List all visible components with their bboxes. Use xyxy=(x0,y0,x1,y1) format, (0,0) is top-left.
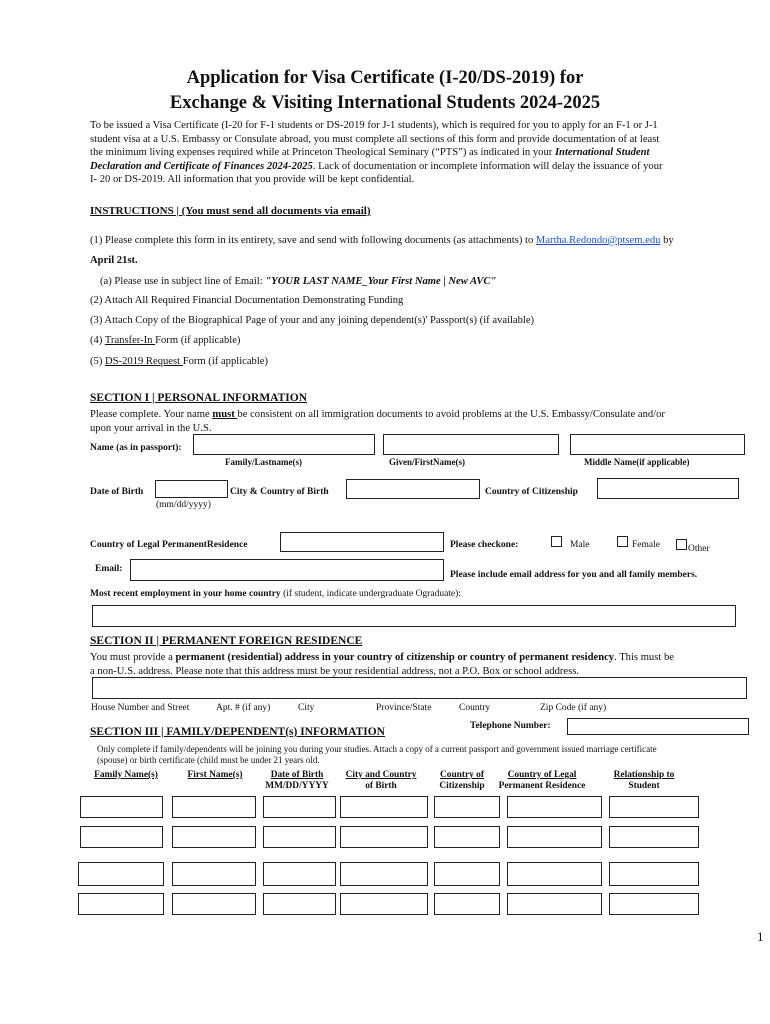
section2-note: You must provide a permanent (residential) address in your country of citizenship or country of permanent residency. This must be a non-U.S. address. Please note that this address must be your residential address, not a P.O. Box or school address. xyxy=(90,652,674,677)
transfer-in-form-link[interactable]: Transfer-In xyxy=(104,335,156,346)
male-checkbox[interactable] xyxy=(551,536,562,547)
dependent-citizenship-field[interactable] xyxy=(434,893,500,915)
col-dob: Date of Birth MM/DD/YYYY xyxy=(265,770,329,791)
instruction-item-4: (4) Transfer-In Form (if applicable) xyxy=(90,335,241,346)
citizenship-label: Country of Citizenship xyxy=(485,487,578,497)
dob-label: Date of Birth xyxy=(90,487,144,497)
checkone-label: Please checkone: xyxy=(450,540,519,550)
section2-heading: SECTION II | PERMANENT FOREIGN RESIDENCE xyxy=(90,635,363,647)
dob-field[interactable] xyxy=(155,480,228,498)
email-field[interactable] xyxy=(130,559,444,581)
dependent-family-name-field[interactable] xyxy=(80,826,163,848)
middle-name-field[interactable] xyxy=(570,434,745,455)
male-label: Male xyxy=(570,540,590,550)
section1-heading: SECTION I | PERSONAL INFORMATION xyxy=(90,392,308,404)
dependent-first-name-field[interactable] xyxy=(172,826,256,848)
province-caption: Province/State xyxy=(376,703,432,713)
family-name-caption: Family/Lastname(s) xyxy=(225,457,302,467)
ds2019-request-form-link[interactable]: DS-2019 Request xyxy=(105,356,183,367)
instruction-item-3: (3) Attach Copy of the Biographical Page of your and any joining dependent(s)' Passport(s) (if available) xyxy=(90,315,535,326)
dependent-citizenship-field[interactable] xyxy=(434,796,500,818)
page-number: 1 xyxy=(757,929,764,944)
residence-label: Country of Legal PermanentResidence xyxy=(90,540,248,550)
telephone-label: Telephone Number: xyxy=(470,721,551,731)
citizenship-field[interactable] xyxy=(597,478,739,499)
city-caption: City xyxy=(298,703,315,713)
dependent-residence-field[interactable] xyxy=(507,862,602,886)
middle-name-caption: Middle Name(if applicable) xyxy=(584,457,690,467)
email-label: Email: xyxy=(95,564,123,574)
female-label: Female xyxy=(632,540,660,550)
email-note: Please include email address for you and all family members. xyxy=(450,570,698,580)
house-street-caption: House Number and Street xyxy=(91,703,190,713)
dependent-residence-field[interactable] xyxy=(507,826,602,848)
dependent-first-name-field[interactable] xyxy=(172,796,256,818)
dependent-dob-field[interactable] xyxy=(263,826,336,848)
dependent-dob-field[interactable] xyxy=(263,862,336,886)
dependent-birthplace-field[interactable] xyxy=(340,796,428,818)
dependent-dob-field[interactable] xyxy=(263,893,336,915)
dependent-first-name-field[interactable] xyxy=(172,893,256,915)
dependent-birthplace-field[interactable] xyxy=(340,862,428,886)
apt-caption: Apt. # (if any) xyxy=(216,703,271,713)
family-name-field[interactable] xyxy=(193,434,375,455)
col-citizenship: Country of Citizenship xyxy=(439,770,485,791)
other-checkbox[interactable] xyxy=(676,539,687,550)
female-checkbox[interactable] xyxy=(617,536,628,547)
instructions-heading: INSTRUCTIONS | (You must send all documents via email) xyxy=(90,205,371,217)
col-residence: Country of Legal Permanent Residence xyxy=(498,770,586,791)
other-label: Other xyxy=(688,544,710,554)
dob-format-hint: (mm/dd/yyyy) xyxy=(156,500,211,510)
dependent-residence-field[interactable] xyxy=(507,796,602,818)
residence-field[interactable] xyxy=(280,532,444,552)
dependent-relationship-field[interactable] xyxy=(609,862,699,886)
intro-paragraph: To be issued a Visa Certificate (I-20 for F-1 students or DS-2019 for J-1 students), which is required for you to apply for an F-1 or J-1 student visa at a U.S. Embassy or Consulate abroad, you must complete all sections of this form and provide documentation of at least the minimum living expenses required while at Princeton Theological Seminary (“PTS”) as indicated in your International Student Declaration and Certificate of Finances 2024-2025. Lack of documentation or incomplete information will delay the issuance of your I- 20 or DS-2019. All information that you provide will be kept confidential. xyxy=(90,120,663,186)
dependent-relationship-field[interactable] xyxy=(609,893,699,915)
col-relationship: Relationship to Student xyxy=(613,770,675,791)
birth-city-field[interactable] xyxy=(346,479,480,499)
deadline-date: April 21st. xyxy=(90,255,138,266)
dependent-dob-field[interactable] xyxy=(263,796,336,818)
given-name-caption: Given/FirstName(s) xyxy=(389,457,465,467)
employment-label: Most recent employment in your home country (if student, indicate undergraduate Ograduate): xyxy=(90,589,461,599)
dependent-relationship-field[interactable] xyxy=(609,826,699,848)
name-label: Name (as in passport): xyxy=(90,443,182,453)
zip-caption: Zip Code (if any) xyxy=(540,703,607,713)
dependent-citizenship-field[interactable] xyxy=(434,826,500,848)
telephone-field[interactable] xyxy=(567,718,749,735)
dependent-family-name-field[interactable] xyxy=(80,796,163,818)
employment-field[interactable] xyxy=(92,605,736,627)
dependent-birthplace-field[interactable] xyxy=(340,826,428,848)
section3-note: Only complete if family/dependents will be joining you during your studies. Attach a copy of a current passport and government issued marriage certificate (spouse) or birth certificate (child must be under 21 years old. xyxy=(97,744,657,765)
dependent-citizenship-field[interactable] xyxy=(434,862,500,886)
section1-note: Please complete. Your name must be consistent on all immigration documents to avoid problems at the U.S. Embassy/Consulate and/or upon your arrival in the U.S. xyxy=(90,409,665,434)
dependent-relationship-field[interactable] xyxy=(609,796,699,818)
dependent-birthplace-field[interactable] xyxy=(340,893,428,915)
country-caption: Country xyxy=(459,703,491,713)
section3-heading: SECTION III | FAMILY/DEPENDENT(s) INFORMATION xyxy=(90,726,385,738)
col-first-name: First Name(s) xyxy=(187,770,243,780)
given-name-field[interactable] xyxy=(383,434,559,455)
col-family-name: Family Name(s) xyxy=(94,770,158,780)
col-birthplace: City and Country of Birth xyxy=(345,770,417,791)
contact-email-link[interactable]: Martha.Redondo@ptsem.edu xyxy=(535,235,661,246)
instruction-item-1: (1) Please complete this form in its entirety, save and send with following documents (as attachments) to Martha.Redondo@ptsem.edu by xyxy=(90,235,674,246)
dependent-first-name-field[interactable] xyxy=(172,862,256,886)
instruction-item-1a: (a) Please use in subject line of Email: "YOUR LAST NAME_Your First Name | New AVC" xyxy=(100,276,497,287)
instruction-item-2: (2) Attach All Required Financial Documentation Demonstrating Funding xyxy=(90,295,404,306)
dependent-family-name-field[interactable] xyxy=(78,893,164,915)
dependent-family-name-field[interactable] xyxy=(78,862,164,886)
form-title-line1: Application for Visa Certificate (I-20/DS-2019) for xyxy=(186,68,584,88)
dependent-residence-field[interactable] xyxy=(507,893,602,915)
birth-city-label: City & Country of Birth xyxy=(230,487,329,497)
form-title-line2: Exchange & Visiting International Students 2024-2025 xyxy=(169,93,601,113)
foreign-address-field[interactable] xyxy=(92,677,747,699)
instruction-item-5: (5) DS-2019 Request Form (if applicable) xyxy=(90,356,269,367)
